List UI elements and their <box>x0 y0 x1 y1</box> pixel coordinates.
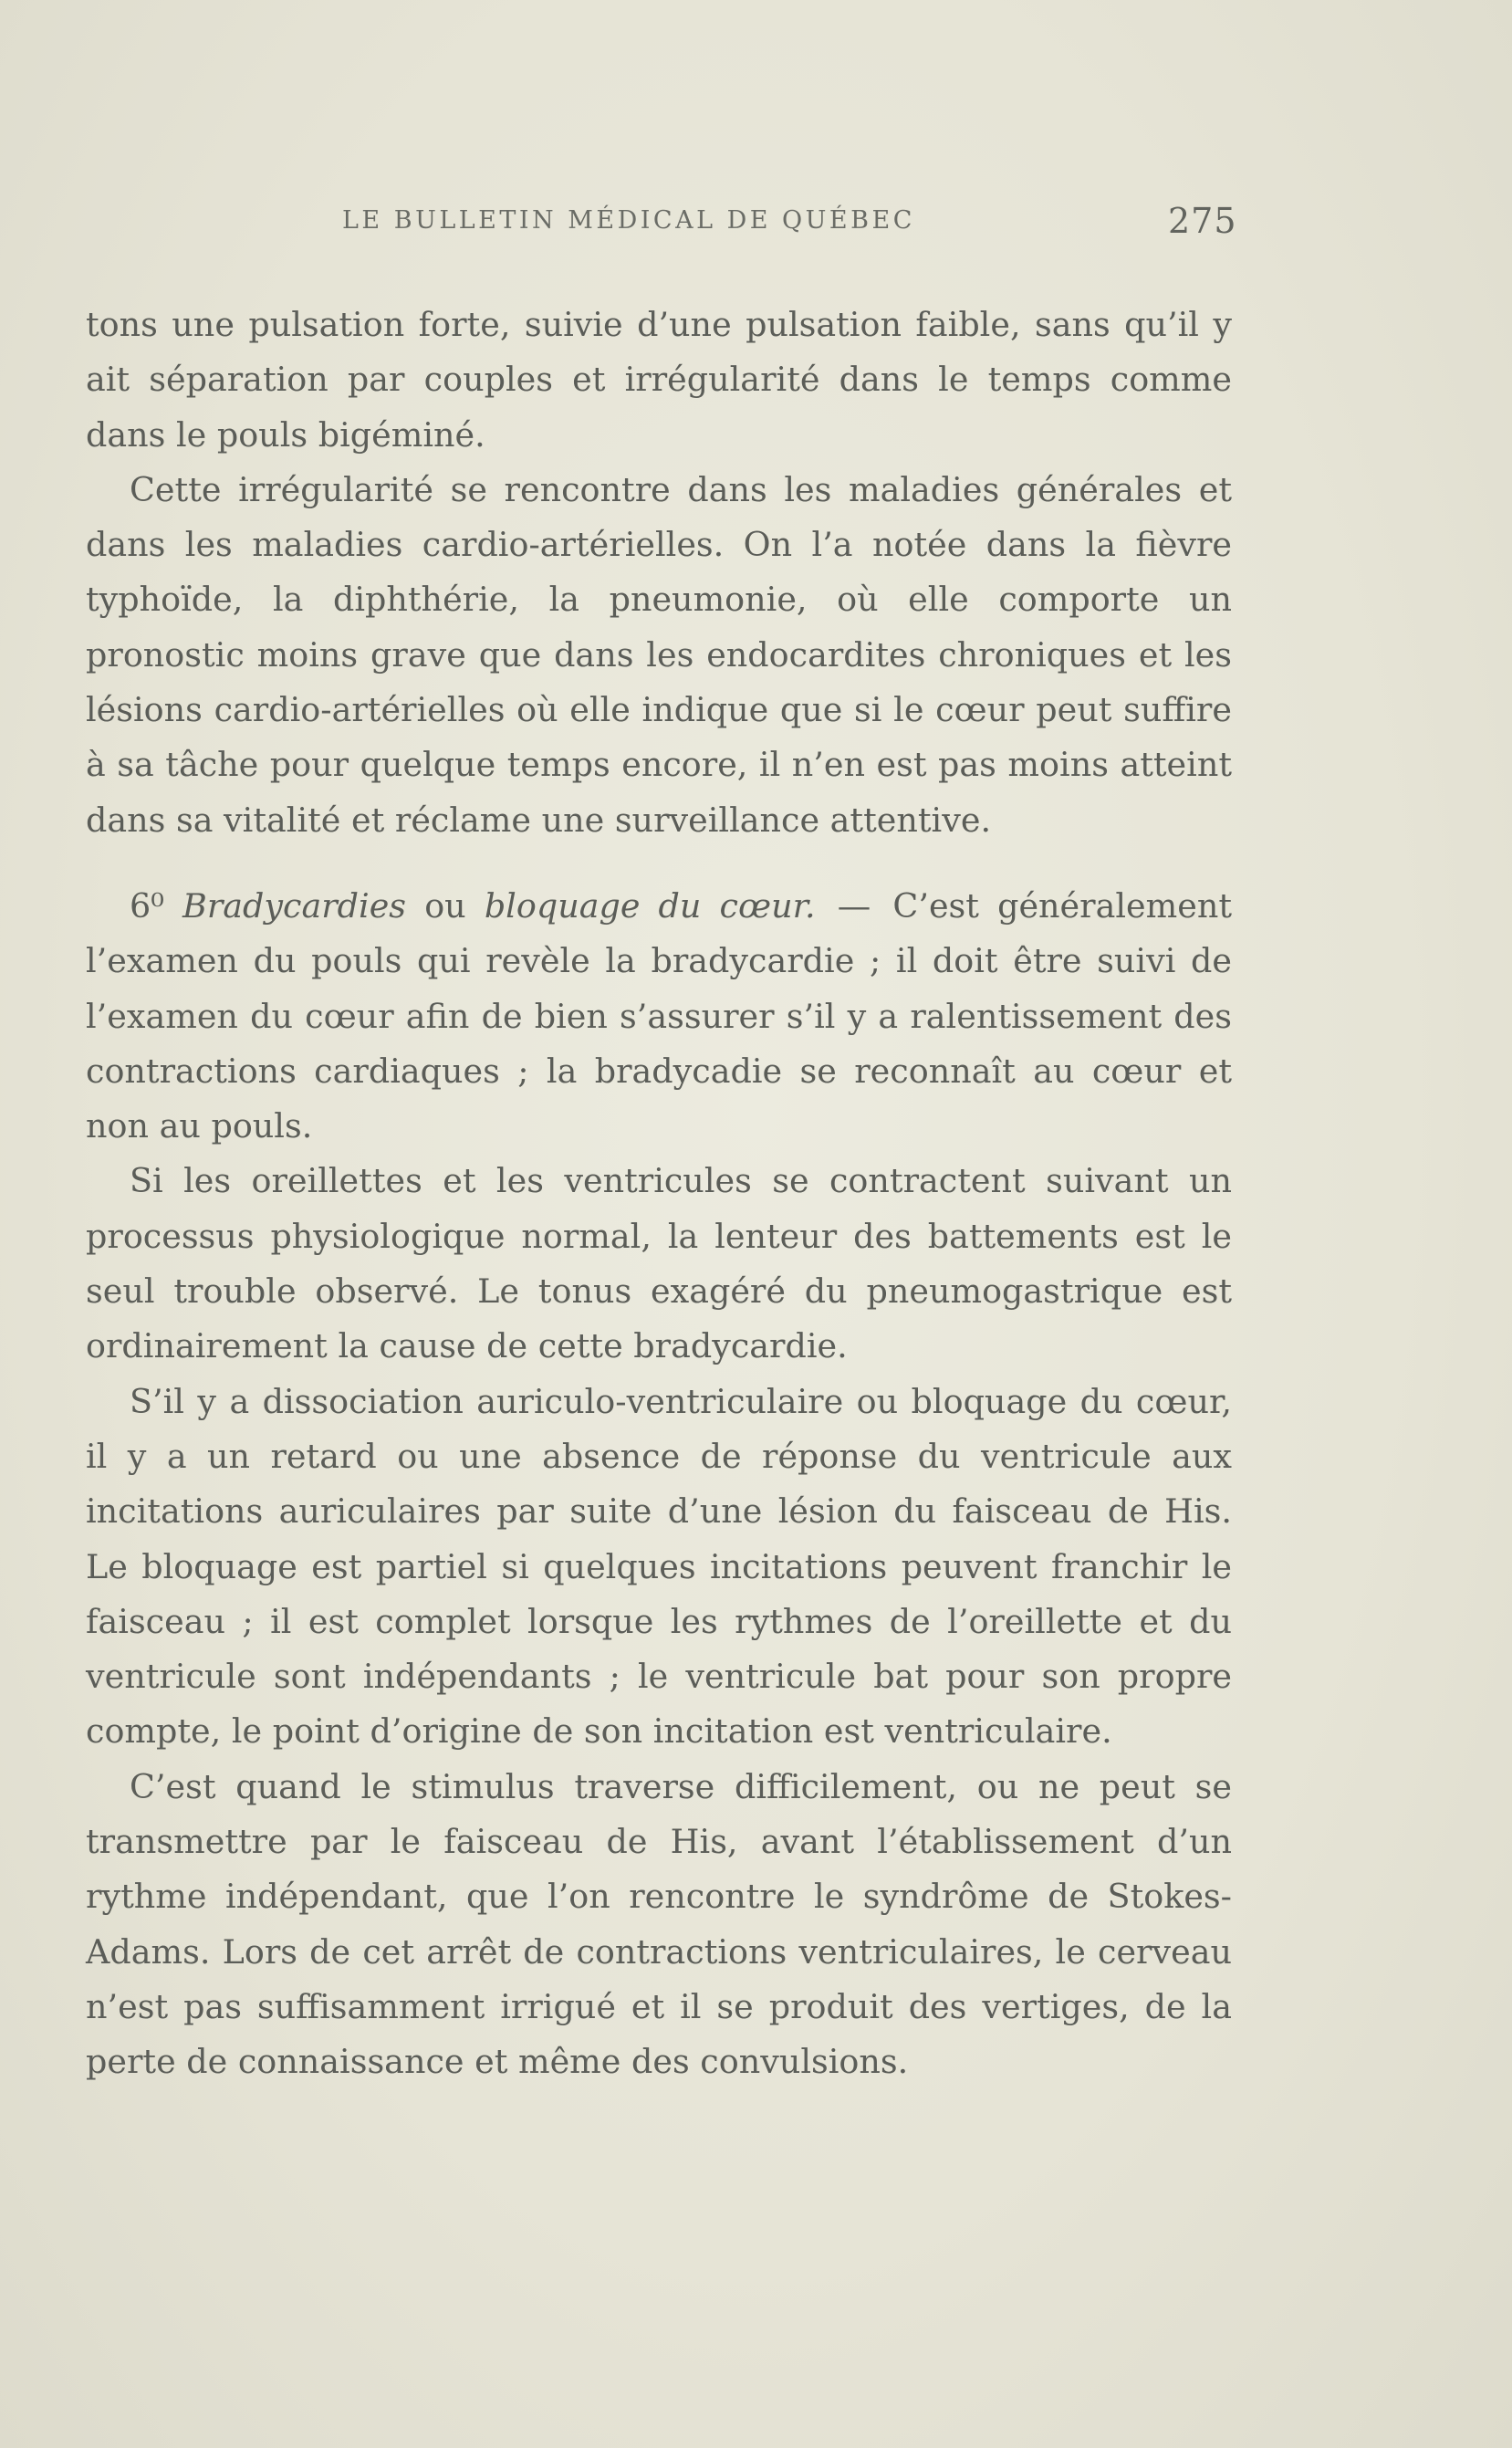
section-heading-connector: ou <box>424 885 466 926</box>
paragraph-3-text: C’est généralement l’examen du pouls qui revèle la bradycardie ; il doit être suivi de l’examen du cœur afin de bien s’assurer s’il y a ralentissement des contractions cardiaques ; la bradycadie se reconnaît au cœur et non au pouls. <box>86 885 1233 1146</box>
page-number: 275 <box>1168 201 1237 241</box>
section-heading-bloquage: bloquage du cœur. <box>484 885 816 926</box>
section-number: 6⁰ <box>130 885 164 926</box>
paragraph-5: S’il y a dissociation auriculo-ventriculaire ou bloquage du cœur, il y a un retard ou une absence de réponse du ventricule aux incitations auriculaires par suite d’une lésion du faisceau de His. Le bloquage est partiel si quelques incitations peuvent franchir le faisceau ; il est complet lorsque les rythmes de l’oreillette et du ventricule sont indépendants ; le ventricule bat pour son propre compte, le point d’origine de son incitation est ventriculaire. <box>86 1381 1232 1752</box>
paragraph-2: Cette irrégularité se rencontre dans les maladies générales et dans les maladies cardio-artérielles. On l’a notée dans la fièvre typhoïde, la diphthérie, la pneumonie, où elle comporte un pronostic moins grave que dans les endocardites chroniques et les lésions cardio-artérielles où elle indique que si le cœur peut suffire à sa tâche pour quelque temps encore, il n’en est pas moins atteint dans sa vitalité et réclame une surveillance attentive. <box>86 469 1232 840</box>
em-dash: — <box>837 885 871 926</box>
paragraph-6: C’est quand le stimulus traverse difficilement, ou ne peut se transmettre par le faisceau de His, avant l’établissement d’un rythme indépendant, que l’on rencontre le syndrôme de Stokes-Adams. Lors de cet arrêt de contractions ventriculaires, le cerveau n’est pas suffisamment irrigué et il se produit des vertiges, de la perte de connaissance et même des convulsions. <box>86 1766 1232 2082</box>
paragraph-1: tons une pulsation forte, suivie d’une pulsation faible, sans qu’il y ait séparation par couples et irrégularité dans le temps comme dans le pouls bigéminé. <box>86 305 1232 455</box>
running-title: LE BULLETIN MÉDICAL DE QUÉBEC <box>342 206 915 235</box>
section-heading-bradycardies: Bradycardies <box>182 885 407 926</box>
paragraph-3-section-heading <box>86 879 1232 1154</box>
body-text <box>86 298 1232 2090</box>
paragraph-4: Si les oreillettes et les ventricules se contractent suivant un processus physiologique normal, la lenteur des battements est le seul trouble observé. Le tonus exagéré du pneumogastrique est ordinairement la cause de cette bradycardie. <box>86 1161 1232 1366</box>
page-header <box>0 203 1512 248</box>
